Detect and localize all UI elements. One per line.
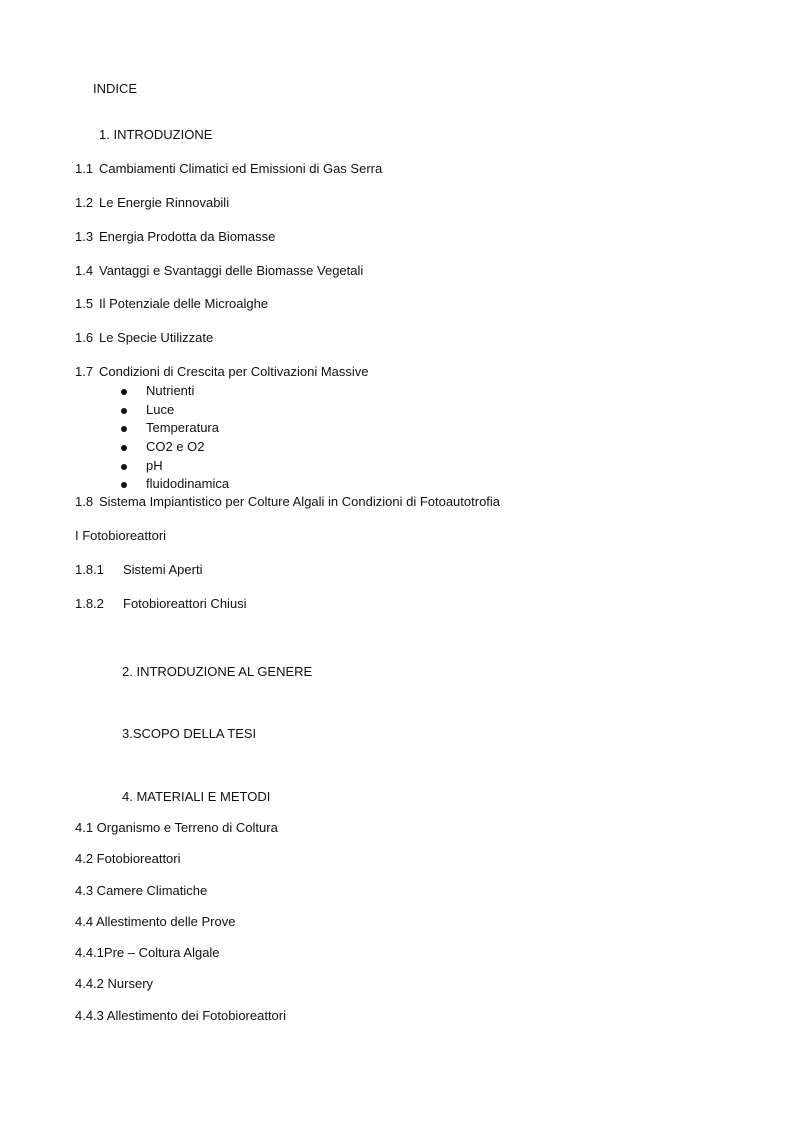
toc-entry-4-4-2: 4.4.2 Nursery bbox=[75, 976, 154, 991]
toc-number: 1.8.1 bbox=[75, 562, 104, 577]
bullet-text: Nutrienti bbox=[146, 383, 195, 398]
toc-title: Il Potenziale delle Microalghe bbox=[99, 296, 269, 311]
bullet-text: CO2 e O2 bbox=[146, 439, 205, 454]
bullet-icon bbox=[121, 408, 127, 414]
bullet-icon bbox=[121, 426, 127, 432]
toc-number: 1.1 bbox=[75, 161, 94, 176]
toc-entry-4-4-3: 4.4.3 Allestimento dei Fotobioreattori bbox=[75, 1008, 287, 1023]
toc-entry-1-4 bbox=[75, 263, 363, 279]
toc-entry-4-1: 4.1 Organismo e Terreno di Coltura bbox=[75, 820, 278, 835]
toc-number: 1.2 bbox=[75, 195, 94, 210]
chapter-3-heading: 3.SCOPO DELLA TESI bbox=[122, 726, 257, 741]
index-title: INDICE bbox=[93, 81, 138, 96]
toc-number: 1.8.2 bbox=[75, 596, 104, 611]
toc-entry-1-1 bbox=[75, 161, 382, 177]
toc-entry-4-4: 4.4 Allestimento delle Prove bbox=[75, 914, 236, 929]
toc-title: Energia Prodotta da Biomasse bbox=[99, 229, 276, 244]
bullet-icon bbox=[121, 445, 127, 451]
chapter-1-heading: 1. INTRODUZIONE bbox=[99, 127, 213, 142]
toc-entry-4-2: 4.2 Fotobioreattori bbox=[75, 851, 181, 866]
chapter-4-heading: 4. MATERIALI E METODI bbox=[122, 789, 271, 804]
bullet-icon bbox=[121, 464, 127, 470]
toc-entry-1-8-1 bbox=[75, 562, 202, 578]
toc-number: 1.8 bbox=[75, 494, 94, 509]
toc-number: 1.7 bbox=[75, 364, 94, 379]
toc-entry-1-8 bbox=[75, 494, 500, 510]
toc-number: 1.6 bbox=[75, 330, 94, 345]
toc-title: Cambiamenti Climatici ed Emissioni di Gas Serra bbox=[99, 161, 383, 176]
bullet-text: Temperatura bbox=[146, 420, 219, 435]
toc-title: Vantaggi e Svantaggi delle Biomasse Vegetali bbox=[99, 263, 364, 278]
bullet-icon bbox=[121, 482, 127, 488]
toc-title: Sistema Impiantistico per Colture Algali in Condizioni di Fotoautotrofia bbox=[99, 494, 501, 509]
bullet-text: fluidodinamica bbox=[146, 476, 230, 491]
toc-title: Le Energie Rinnovabili bbox=[99, 195, 230, 210]
toc-entry-1-3 bbox=[75, 229, 275, 245]
bullet-text: Luce bbox=[146, 402, 175, 417]
toc-entry-4-3: 4.3 Camere Climatiche bbox=[75, 883, 208, 898]
chapter-2-heading: 2. INTRODUZIONE AL GENERE bbox=[122, 664, 313, 679]
bullet-icon bbox=[121, 389, 127, 395]
toc-title: Fotobioreattori Chiusi bbox=[123, 596, 247, 611]
toc-number: 1.4 bbox=[75, 263, 94, 278]
toc-entry-1-2 bbox=[75, 195, 229, 211]
toc-number: 1.3 bbox=[75, 229, 94, 244]
toc-entry-fotobioreattori: I Fotobioreattori bbox=[75, 528, 167, 543]
toc-number: 1.5 bbox=[75, 296, 94, 311]
bullet-text: pH bbox=[146, 458, 163, 473]
toc-title: Sistemi Aperti bbox=[123, 562, 203, 577]
toc-entry-4-4-1: 4.4.1Pre – Coltura Algale bbox=[75, 945, 220, 960]
toc-entry-1-5 bbox=[75, 296, 268, 312]
toc-entry-1-8-2 bbox=[75, 596, 247, 612]
toc-entry-1-7 bbox=[75, 364, 369, 380]
toc-entry-1-6 bbox=[75, 330, 213, 346]
toc-title: Condizioni di Crescita per Coltivazioni Massive bbox=[99, 364, 369, 379]
toc-title: Le Specie Utilizzate bbox=[99, 330, 214, 345]
